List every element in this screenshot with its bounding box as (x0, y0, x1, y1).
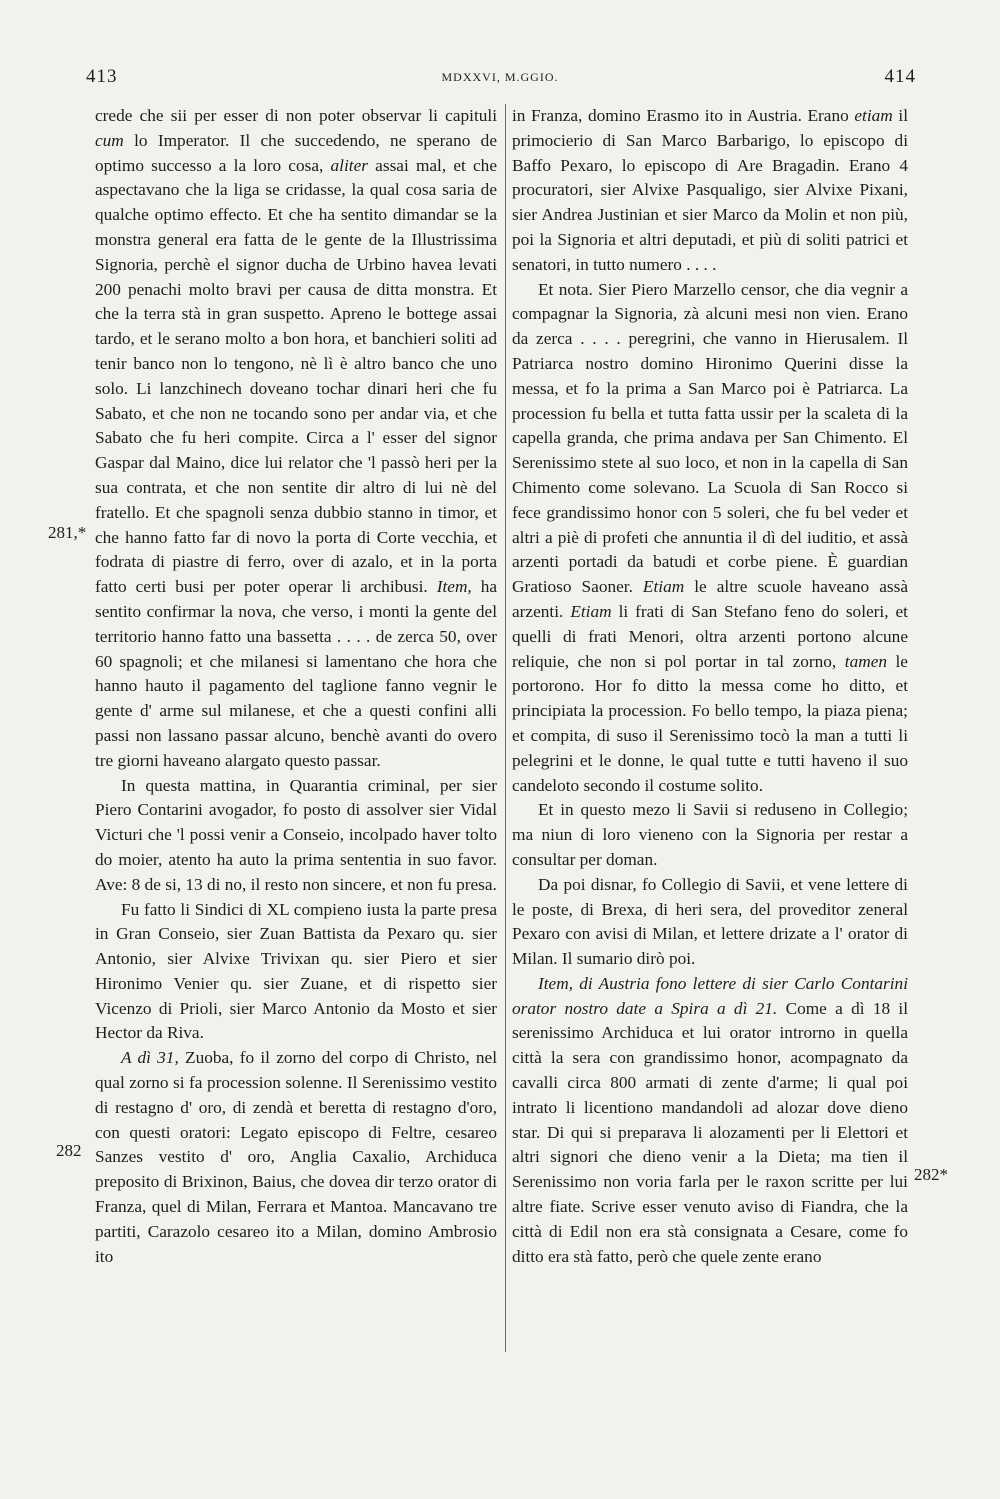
margin-folio-left-282: 282 (56, 1141, 82, 1160)
right-column (512, 104, 908, 1269)
paragraph: Da poi disnar, fo Collegio di Savii, et vene lettere di le poste, di Brexa, di heri sera, del proveditor zeneral Pexaro con avisi di Milan, et lettere drizate a l' orator di Milan. Il sumario dirò poi. (512, 874, 908, 969)
running-title: MDXXVI, M.GGIO. (441, 70, 559, 84)
margin-folio-right-282: 282* (914, 1165, 948, 1184)
right-page-number: 414 (884, 66, 916, 87)
left-page-number: 413 (86, 66, 118, 87)
paragraph: In questa mattina, in Quarantia criminal, per sier Piero Contarini avogador, fo posto di assolver sier Vidal Victuri che 'l possi venir a Conseio, incolpado haver tolto do moier, atento ha auto la prima sententia in suo favor. Ave: 8 de si, 13 di no, il resto non sincere, et non fu presa. (95, 775, 497, 894)
running-header (0, 66, 1000, 90)
paragraph: Et in questo mezo li Savii si reduseno in Collegio; ma niun di loro vieneno con la Signoria per restar a consultar per doman. (512, 800, 908, 869)
paragraph: Item, di Austria fono lettere di sier Carlo Contarini orator nostro date a Spira a dì 21. Come a dì 18 il serenissimo Archiduca et lui orator introrno in quella città la sera con grandissimo honor, acompagnato da cavalli circa 800 armati di zente d'arme; li qual poi intrato li licentiono mandandoli ad alozar dove dieno star. Di qui si preparava li alozamenti per li Elettori et altri signori che dieno venir a la Dieta; ma tien il Serenissimo non voria farla per le raxon scritte per lui altre fiate. Scrive esser venuto aviso di Fiandra, che la città di Edil non era stà consignata a Cesare, come fo ditto era stà fatto, però che quele zente erano (512, 973, 908, 1266)
margin-folio-left-281: 281,* (48, 523, 87, 542)
paragraph: in Franza, domino Erasmo ito in Austria. Erano etiam il primocierio di San Marco Barbarigo, lo episcopo di Baffo Pexaro, lo episcopo di Are Bragadin. Erano 4 procuratori, sier Alvixe Pasqualigo, sier Alvixe Pixani, sier Andrea Justinian et sier Marco da Molin et non più, poi la Signoria et altri deputadi, et più di soliti patrici et senatori, in tutto numero . . . . (512, 106, 908, 274)
column-divider (505, 104, 506, 1352)
paragraph: Et nota. Sier Piero Marzello censor, che dia vegnir a compagnar la Signoria, zà alcuni mesi non vien. Erano da zerca . . . . peregrini, che vanno in Hierusalem. Il Patriarca nostro domino Hironimo Querini disse la messa, et fo la prima a San Marco poi è Patriarca. La procession fu bella et tutta fatta ussir per la scaleta di la capella granda, che prima andava per San Chimento. El Serenissimo stete al suo loco, et non in la capella di San Chimento come solevano. La Scuola di San Rocco si fece grandissimo honor con 5 soleri, che fu bel veder et altri a piè di profeti che annuntia il dì del iuditio, et assà arzenti portadi da batudi et corbe piene. È guardian Gratioso Saoner. Etiam le altre scuole haveano assà arzenti. Etiam li frati di San Stefano feno do soleri, et quelli di frati Menori, oltra arzenti portono alcune reliquie, che non si pol portar in tal zorno, tamen le portorono. Hor fo ditto la messa come ho ditto, et principiata la procession. Fo bello tempo, la piaza piena; et compita, di suso il Serenissimo tocò la man a tutti li pelegrini et le donne, le qual tutte e tutti haveno il suo candeloto secondo il costume solito. (512, 279, 908, 795)
paragraph: A dì 31, Zuoba, fo il zorno del corpo di Christo, nel qual zorno si fa procession solenne. Il Serenissimo vestito di restagno d' oro, di zendà et beretta di restagno d'oro, con questi oratori: Legato episcopo di Feltre, cesareo Sanzes vestito d' oro, Anglia Caxalio, Archiduca preposito di Brixinon, Baius, che dovea dir terzo orator di Franza, quel di Milan, Ferrara et Mantoa. Mancavano tre partiti, Carazolo cesareo ito a Milan, domino Ambrosio ito (95, 1048, 497, 1266)
paragraph: Fu fatto li Sindici di XL compieno iusta la parte presa in Gran Conseio, sier Zuan Battista da Pexaro qu. sier Antonio, sier Alvixe Trivixan qu. sier Piero et sier Hironimo Venier qu. sier Zuane, et di rispetto sier Vicenzo di Prioli, sier Marco Antonio da Mosto et sier Hector da Riva. (95, 899, 497, 1043)
paragraph: crede che sii per esser di non poter observar li capituli cum lo Imperator. Il che succedendo, ne sperano de optimo successo a la loro cosa, aliter assai mal, et che aspectavano che la liga se cridasse, la qual cosa saria de qualche optimo effecto. Et che ha sentito dimandar se la monstra general era fatta de le gente de la Illustrissima Signoria, perchè el signor ducha de Urbino havea levati 200 penachi molto bravi per causa de ditta monstra. Et che la terra stà in gran suspetto. Apreno le bottege assai tardo, et le serano molto a bon hora, et banchieri soliti ad tenir banco non lo tengono, nè lì è altro banco che uno solo. Li lanzchinech doveano tochar dinari heri che fu Sabato, et che non ne tocando sono per andar via, et che Sabato che fu heri compite. Circa a l' esser del signor Gaspar dal Maino, dice lui relator che 'l passò heri per la sua contrata, et che non sentite dir altro di lui nè del fratello. Et che spagnoli senza dubbio stanno in timor, et che hanno fatto far di novo la porta di Corte vecchia, et fodrata di piastre di ferro, over di azalo, et in la porta fatto certi busi per poter operar li archibusi. Item, ha sentito confirmar la nova, che verso, i monti la gente del territorio hanno fatto una bassetta . . . . de zerca 50, over 60 spagnoli; et che milanesi si lamentano che hora che hanno hauto il pagamento del taglione fanno vegnir le gente d' arme sul milanese, et che a questi confini alli passi non lassano passar alcuno, benchè avanti do overo tre giorni haveano alargato questo passar. (95, 106, 498, 770)
left-column (95, 104, 497, 1269)
